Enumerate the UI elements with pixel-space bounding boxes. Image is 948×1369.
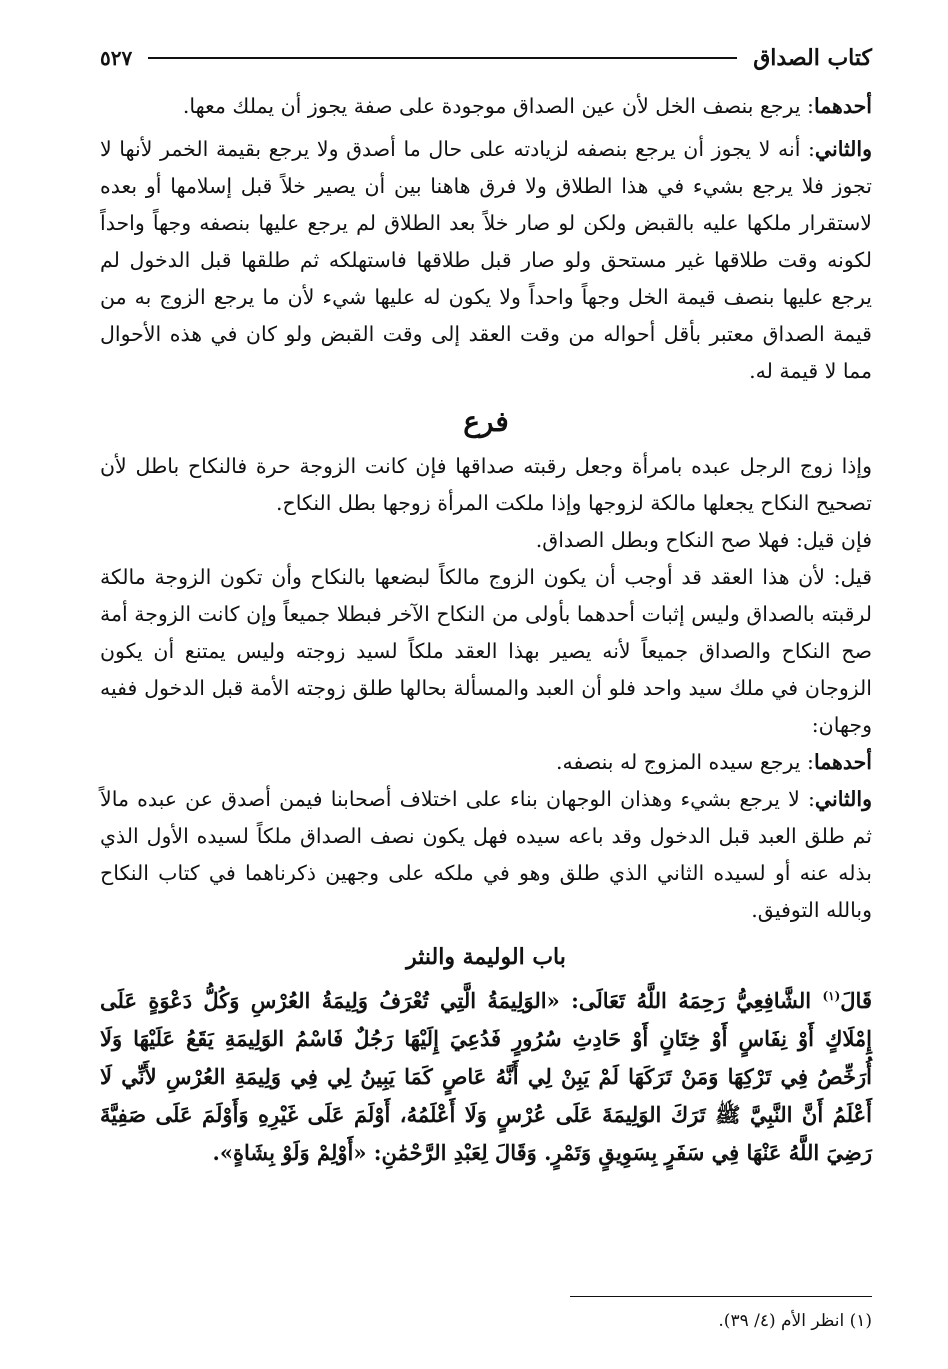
paragraph-5 [100, 559, 872, 744]
chapter-title: باب الوليمة والنثر [406, 944, 566, 970]
paragraph-lead: والثاني [814, 787, 872, 811]
footnote [100, 1306, 872, 1336]
footnote-marker: (١) [849, 1311, 872, 1331]
paragraph-text: : أنه لا يجوز أن يرجع بنصفه لزيادته على حال ما أصدق ولا يرجع بقيمة الخمر لأنها لا تجوز فلا يرجع بشيء في هذا الطلاق ولا فرق هاهنا بين أن يصير خلاً قبل إسلامها أو بعده لاستقرار ملكها عليه بالقبض ولكن لو صار خلاً بعد الطلاق لم يرجع عليها بنصفه وجهاً واحداً لكونه وقت طلاقها غير مستحق ولو صار قبل طلاقها فاستهلكه ثم طلقها قبل الدخول لم يرجع عليها بنصف قيمة الخل وجهاً واحداً ولا يكون له عليها شيء لأن ما يرجع الزوج به من قيمة الصداق معتبر بأقل أحواله من وقت العقد إلى وقت القبض ولو كان في هذه الأحوال مما لا قيمة له. [100, 137, 872, 383]
header-rule [148, 57, 737, 59]
paragraph-text: الشَّافِعِيُّ رَحِمَهُ اللَّهُ تَعَالَى: «الوَلِيمَةُ الَّتِي تُعْرَفُ وَلِيمَةُ العُرْسِ وَكُلُّ دَعْوَةٍ عَلَى إِمْلَاكٍ أَوْ نِفَاسٍ أَوْ خِتَانٍ أَوْ حَادِثِ سُرُورٍ فَدُعِيَ إِلَيْهَا رَجُلٌ فَاسْمُ الوَلِيمَةِ يَقَعُ عَلَيْهَا وَلَا أُرَخِّصُ فِي تَرْكِهَا وَمَنْ تَرَكَهَا لَمْ يَبِنْ لِي أَنَّهُ عَاصٍ كَمَا يَبِينُ لِي فِي وَلِيمَةِ العُرْسِ لأَنِّي لَا أَعْلَمُ أَنَّ النَّبِيَّ ﷺ تَرَكَ الوَلِيمَةَ عَلَى عُرْسٍ وَلَا أَعْلَمُهُ، أَوْلَمَ عَلَى غَيْرِهِ وَأَوْلَمَ عَلَى صَفِيَّةَ رَضِيَ اللَّهُ عَنْهَا فِي سَفَرٍ بِسَوِيقٍ وَتَمْرٍ. وَقَالَ لِعَبْدِ الرَّحْمَٰنِ: «أَوْلِمْ وَلَوْ بِشَاةٍ». [100, 988, 872, 1165]
paragraph-text: فإن قيل: فهلا صح النكاح وبطل الصداق. [535, 528, 872, 552]
paragraph-lead: والثاني [814, 137, 872, 161]
paragraph-text: : يرجع بنصف الخل لأن عين الصداق موجودة على صفة يجوز أن يملك معها. [182, 94, 814, 118]
paragraph-lead: أحدهما [813, 94, 872, 118]
paragraph-4 [100, 522, 872, 559]
running-header [100, 38, 872, 78]
footnote-divider [570, 1296, 872, 1297]
page-number: ٥٢٧ [100, 46, 133, 70]
header-title: كتاب الصداق [753, 45, 872, 71]
paragraph-text: : لا يرجع بشيء وهذان الوجهان بناء على اختلاف أصحابنا فيمن أصدق عن عبده مالاً ثم طلق العبد قبل الدخول وقد باعه سيده فهل يكون نصف الصداق ملكاً لسيده الأول الذي بذله عنه أو لسيده الثاني الذي طلق وهو في ملكه على وجهين ذكرناهما في كتاب النكاح وبالله التوفيق. [100, 787, 872, 922]
paragraph-3 [100, 448, 872, 522]
paragraph-text: وإذا زوج الرجل عبده بامرأة وجعل رقبته صداقها فإن كانت الزوجة حرة فالنكاح باطل لأن تصحيح النكاح يجعلها مالكة لزوجها وإذا ملكت المرأة زوجها بطل النكاح. [100, 454, 872, 515]
paragraph-lead: أحدهما [813, 750, 872, 774]
paragraph-1 [100, 88, 872, 125]
paragraph-7 [100, 781, 872, 929]
footnote-text: انظر الأم (٤/ ٣٩). [718, 1311, 845, 1331]
paragraph-6 [100, 744, 872, 781]
footnote-reference[interactable]: (١) [822, 989, 841, 1003]
paragraph-2 [100, 131, 872, 390]
section-heading: فرع [463, 405, 509, 438]
paragraph-text: : يرجع سيده المزوج له بنصفه. [555, 750, 814, 774]
page-body [100, 88, 872, 1172]
paragraph-lead: قَالَ [840, 988, 872, 1013]
paragraph-text: قيل: لأن هذا العقد قد أوجب أن يكون الزوج مالكاً لبضعها بالنكاح وأن تكون الزوجة مالكة لرقبته بالصداق وليس إثبات أحدهما بأولى من النكاح الآخر فبطلا جميعاً وإن كانت الزوجة أمة صح النكاح والصداق جميعاً لأنه يصير بهذا العقد ملكاً لسيد زوجته وليس يمتنع أن يكون الزوجان في ملك سيد واحد فلو أن العبد والمسألة بحالها طلق زوجته الأمة قبل الدخول ففيه وجهان: [100, 565, 872, 737]
paragraph-8 [100, 977, 872, 1172]
